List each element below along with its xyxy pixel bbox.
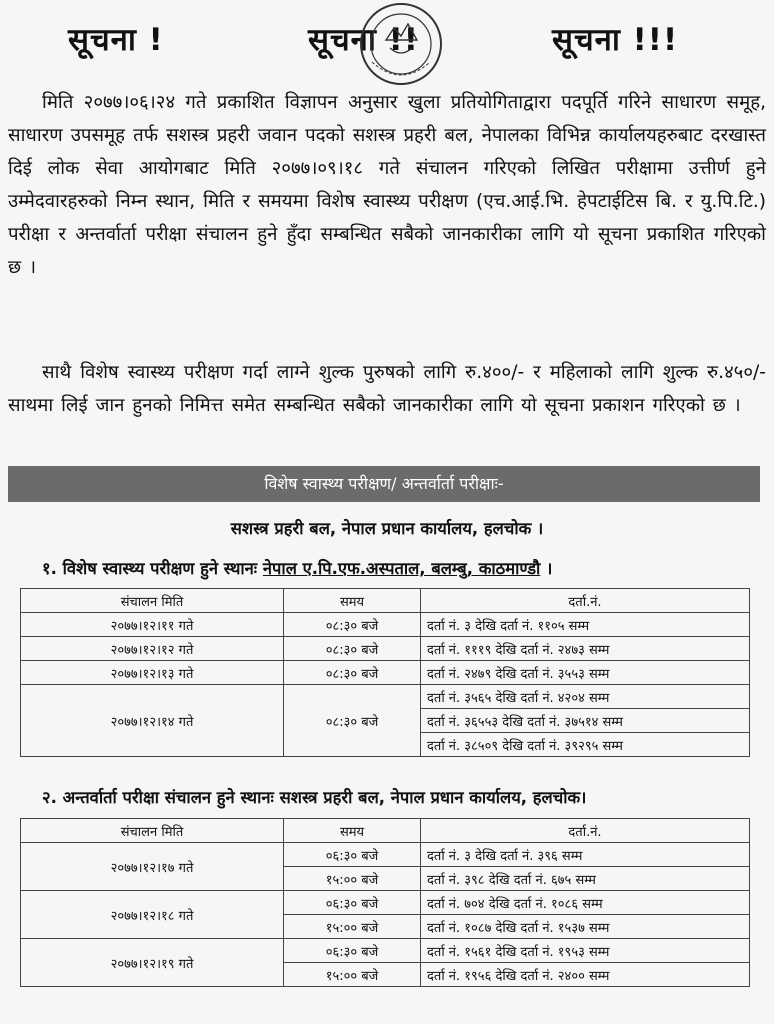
table-row — [21, 939, 750, 963]
cell-time: १५:०० बजे — [284, 867, 421, 891]
cell-range: दर्ता नं. १०८७ देखि दर्ता नं. १५३७ सम्म — [421, 915, 750, 939]
table-row — [21, 891, 750, 915]
section-1-suffix: । — [540, 559, 553, 578]
notice-paragraph-2: साथै विशेष स्वास्थ्य परीक्षण गर्दा लाग्ने शुल्क पुरुषको लागि रु.४००/- र महिलाको लागि शुल्क रु.४५०/- साथमा लिई जान हुनको निमित्त समेत सम्बन्धित सबैको जानकारीका लागि यो सूचना प्रकाशन गरिएको छ । — [8, 362, 766, 416]
column-header-date: संचालन मिति — [21, 819, 284, 843]
section-1-prefix: १. विशेष स्वास्थ्य परीक्षण हुने स्थानः — [42, 559, 258, 578]
health-exam-table — [20, 588, 750, 757]
cell-date: २०७७।१२।१२ गते — [21, 637, 284, 661]
notice-title-3: सूचना !!! — [552, 22, 679, 58]
interview-table — [20, 818, 750, 987]
cell-time: ०८:३० बजे — [284, 685, 421, 757]
table-header-row — [21, 819, 750, 843]
notice-paragraph-1: मिति २०७७।०६।२४ गते प्रकाशित विज्ञापन अनुसार खुला प्रतियोगिताद्वारा पदपूर्ति गरिने साधारण समूह, साधारण उपसमूह तर्फ सशस्त्र प्रहरी जवान पदको सशस्त्र प्रहरी बल, नेपालका विभिन्न कार्यालयहरुबाट दरखास्त दिई लोक सेवा आयोगबाट मिति २०७७।०९।१८ गते संचालन गरिएको लिखित परीक्षामा उत्तीर्ण हुने उम्मेदवारहरुको निम्न स्थान, मिति र समयमा विशेष स्वास्थ्य परीक्षण (एच.आई.भि. हेपटाईटिस बि. र यु.पि.टि.) परीक्षा र अन्तर्वार्ता परीक्षा संचालन हुने हुँदा सम्बन्धित सबैको जानकारीका लागि यो सूचना प्रकाशित गरिएको छ । — [8, 92, 766, 278]
notice-title-2: सूचना !! — [308, 22, 419, 58]
section-2-heading: २. अन्तर्वार्ता परीक्षा संचालन हुने स्थानः सशस्त्र प्रहरी बल, नेपाल प्रधान कार्यालय, हलचोक। — [42, 788, 587, 807]
cell-time: ०६:३० बजे — [284, 891, 421, 915]
table-row — [21, 661, 750, 685]
cell-time: ०६:३० बजे — [284, 843, 421, 867]
cell-range: दर्ता नं. २४७९ देखि दर्ता नं. ३५५३ सम्म — [421, 661, 750, 685]
cell-date: २०७७।१२।१३ गते — [21, 661, 284, 685]
cell-range: दर्ता नं. १११९ देखि दर्ता नं. २४७३ सम्म — [421, 637, 750, 661]
cell-range: दर्ता नं. ३५६५ देखि दर्ता नं. ४२०४ सम्म — [421, 685, 750, 709]
section-1-location: नेपाल ए.पि.एफ.अस्पताल, बलम्बु, काठमाण्डौ — [262, 559, 541, 578]
table-row — [21, 637, 750, 661]
cell-range: दर्ता नं. ३६५५३ देखि दर्ता नं. ३७५१४ सम्म — [421, 709, 750, 733]
column-header-date: संचालन मिति — [21, 589, 284, 613]
cell-time: ०८:३० बजे — [284, 661, 421, 685]
cell-date: २०७७।१२।११ गते — [21, 613, 284, 637]
official-seal-icon — [342, 0, 460, 92]
cell-range: दर्ता नं. १५६१ देखि दर्ता नं. १९५३ सम्म — [421, 939, 750, 963]
cell-time: १५:०० बजे — [284, 963, 421, 987]
cell-date: २०७७।१२।१४ गते — [21, 685, 284, 757]
column-header-time: समय — [284, 589, 421, 613]
headquarters-line: सशस्त्र प्रहरी बल, नेपाल प्रधान कार्यालय, हलचोक । — [230, 519, 544, 538]
cell-range: दर्ता नं. ३८५०९ देखि दर्ता नं. ३९२९५ सम्म — [421, 733, 750, 757]
notice-title-1: सूचना ! — [68, 22, 164, 58]
table-row — [21, 613, 750, 637]
section-1-heading — [42, 556, 762, 579]
section-band: विशेष स्वास्थ्य परीक्षण/ अन्तर्वार्ता परीक्षाः- — [8, 466, 760, 502]
cell-range: दर्ता नं. ७०४ देखि दर्ता नं. १०८६ सम्म — [421, 891, 750, 915]
cell-time: ०८:३० बजे — [284, 637, 421, 661]
cell-date: २०७७।१२।१९ गते — [21, 939, 284, 987]
cell-date: २०७७।१२।१७ गते — [21, 843, 284, 891]
column-header-time: समय — [284, 819, 421, 843]
table-row — [21, 685, 750, 709]
column-header-registration: दर्ता.नं. — [421, 819, 750, 843]
column-header-registration: दर्ता.नं. — [421, 589, 750, 613]
cell-time: ०८:३० बजे — [284, 613, 421, 637]
cell-range: दर्ता नं. ३९८ देखि दर्ता नं. ६७५ सम्म — [421, 867, 750, 891]
cell-range: दर्ता नं. ३ देखि दर्ता नं. ११०५ सम्म — [421, 613, 750, 637]
cell-time: ०६:३० बजे — [284, 939, 421, 963]
cell-time: १५:०० बजे — [284, 915, 421, 939]
table-header-row — [21, 589, 750, 613]
table-row — [21, 843, 750, 867]
cell-range: दर्ता नं. ३ देखि दर्ता नं. ३९६ सम्म — [421, 843, 750, 867]
cell-date: २०७७।१२।१८ गते — [21, 891, 284, 939]
cell-range: दर्ता नं. १९५६ देखि दर्ता नं. २४०० सम्म — [421, 963, 750, 987]
